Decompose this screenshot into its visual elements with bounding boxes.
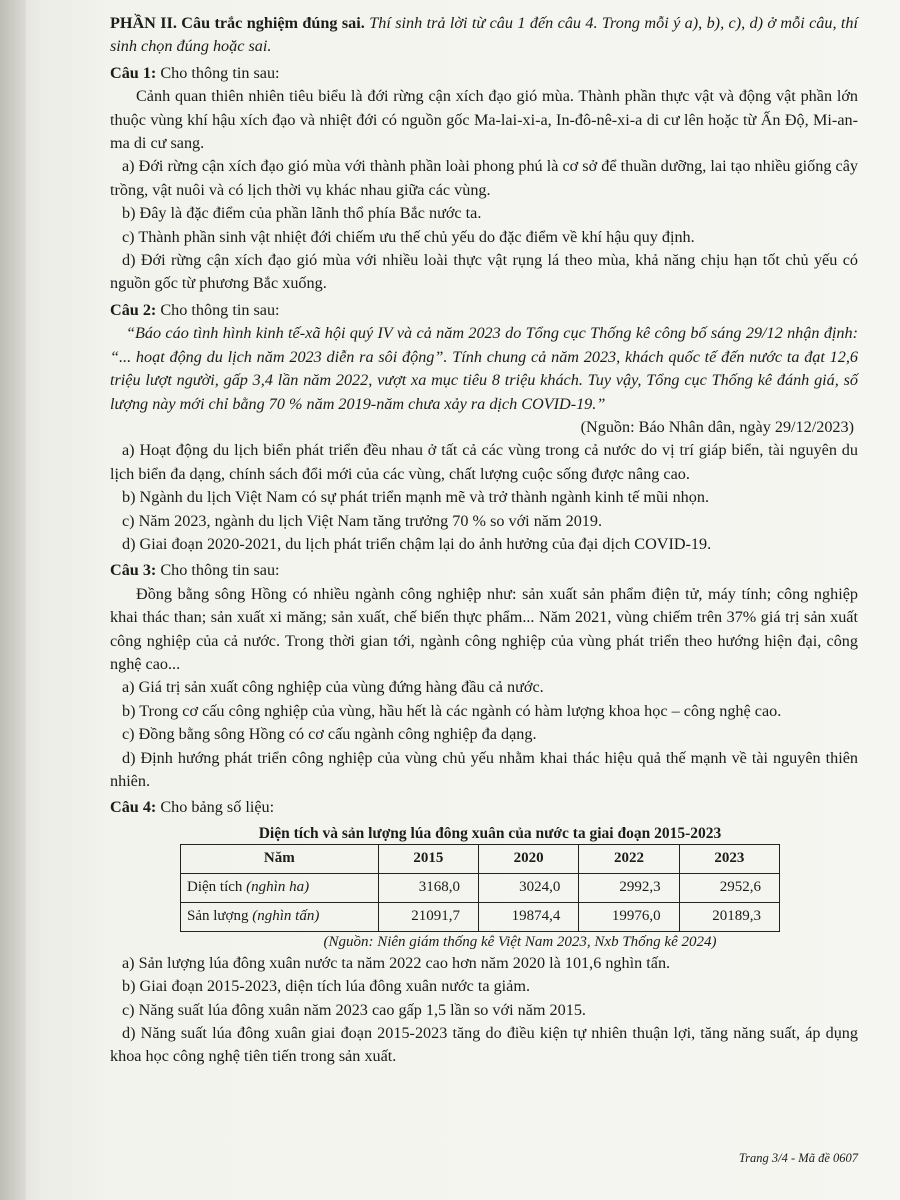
question-1-option-b: b) Đây là đặc điểm của phần lãnh thổ phía Bắc nước ta.	[122, 204, 482, 223]
question-4-option-c: c) Năng suất lúa đông xuân năm 2023 cao gấp 1,5 lần so với năm 2015.	[122, 1000, 586, 1019]
table-header-cell: Năm	[181, 844, 379, 873]
table-header-cell: 2022	[579, 844, 679, 873]
data-table-block	[180, 824, 800, 952]
question-3-option-d: d) Định hướng phát triển công nghiệp của vùng chủ yếu nhằm khai thác hiệu quả thế mạnh về tài nguyên thiên nhiên.	[110, 748, 858, 790]
table-cell: 20189,3	[679, 902, 779, 931]
table-header-cell: 2020	[479, 844, 579, 873]
question-4-option-a: a) Sản lượng lúa đông xuân nước ta năm 2022 cao hơn năm 2020 là 101,6 nghìn tấn.	[122, 953, 671, 972]
question-1-option-a: a) Đới rừng cận xích đạo gió mùa với thành phần loài phong phú là cơ sở để thuần dưỡng, lai tạo nhiều giống cây trồng, vật nuôi và có lịch thời vụ khác nhau giữa các vùng.	[110, 157, 858, 199]
question-1-option-c: c) Thành phần sinh vật nhiệt đới chiếm ưu thế chủ yếu do đặc điểm về khí hậu quy định.	[122, 227, 695, 246]
question-2-option-c: c) Năm 2023, ngành du lịch Việt Nam tăng trưởng 70 % so với năm 2019.	[122, 511, 603, 530]
question-4-option-d: d) Năng suất lúa đông xuân giai đoạn 2015-2023 tăng do điều kiện tự nhiên thuận lợi, tăng năng suất, áp dụng khoa học công nghệ tiên tiến trong sản xuất.	[110, 1024, 858, 1066]
table-header-row	[181, 844, 780, 873]
page-footer: Trang 3/4 - Mã đề 0607	[738, 1150, 858, 1165]
table-cell: 2952,6	[679, 873, 779, 902]
row-label: Sản lượng (nghìn tấn)	[181, 902, 379, 931]
question-2-option-d: d) Giai đoạn 2020-2021, du lịch phát triển chậm lại do ảnh hưởng của đại dịch COVID-19.	[122, 534, 712, 553]
question-3-option-c: c) Đồng bằng sông Hồng có cơ cấu ngành công nghiệp đa dạng.	[122, 725, 537, 744]
page-shadow	[0, 0, 26, 1200]
table-row	[181, 873, 780, 902]
question-3-heading: Câu 3: Cho thông tin sau:	[110, 561, 280, 580]
table-row	[181, 902, 780, 931]
table-header-cell: 2023	[679, 844, 779, 873]
section-heading: PHẦN II. Câu trắc nghiệm đúng sai. Thí sinh trả lời từ câu 1 đến câu 4. Trong mỗi ý a), b), c), d) ở mỗi câu, thí sinh chọn đúng hoặc sai.	[110, 14, 859, 56]
table-cell: 3024,0	[479, 873, 579, 902]
question-1-option-d: d) Đới rừng cận xích đạo gió mùa với nhiều loài thực vật rụng lá theo mùa, khả năng chịu hạn tốt chủ yếu có nguồn gốc từ phương Bắc xuống.	[110, 251, 858, 293]
question-4-heading: Câu 4: Cho bảng số liệu:	[110, 798, 275, 817]
question-2-option-a: a) Hoạt động du lịch biển phát triển đều nhau ở tất cả các vùng trong cả nước do vị trí giáp biển, tài nguyên du lịch biển đa dạng, chính sách đổi mới của các vùng, chất lượng cuộc sống được nâng cao.	[110, 441, 858, 483]
question-2-source: (Nguồn: Báo Nhân dân, ngày 29/12/2023)	[580, 417, 854, 436]
question-1-heading: Câu 1: Cho thông tin sau:	[110, 63, 280, 82]
table-cell: 19976,0	[579, 902, 679, 931]
question-2-option-b: b) Ngành du lịch Việt Nam có sự phát triển mạnh mẽ và trở thành ngành kinh tế mũi nhọn.	[122, 488, 710, 507]
question-3-option-a: a) Giá trị sản xuất công nghiệp của vùng đứng hàng đầu cả nước.	[122, 678, 544, 697]
table-cell: 2992,3	[579, 873, 679, 902]
data-table	[180, 844, 780, 932]
table-cell: 3168,0	[378, 873, 478, 902]
question-1-passage: Cảnh quan thiên nhiên tiêu biểu là đới rừng cận xích đạo gió mùa. Thành phần thực vật và động vật phần lớn thuộc vùng khí hậu xích đạo và nhiệt đới có nguồn gốc Ma-lai-xi-a, In-đô-nê-xi-a di cư lên hoặc từ Ấn Độ, Mi-an-ma di cư sang.	[110, 87, 858, 153]
table-title: Diện tích và sản lượng lúa đông xuân của nước ta giai đoạn 2015-2023	[258, 824, 722, 842]
question-2-quote: “Báo cáo tình hình kinh tế-xã hội quý IV và cả năm 2023 do Tổng cục Thống kê công bố sáng 29/12 nhận định: “... hoạt động du lịch năm 2023 diễn ra sôi động”. Tính chung cả năm 2023, khách quốc tế đến nước ta đạt 12,6 triệu lượt người, gấp 3,4 lần năm 2022, vượt xa mục tiêu 8 triệu khách. Tuy vậy, Tổng cục Thống kê đánh giá, số lượng này mới chỉ bằng 70 % năm 2019-năm chưa xảy ra dịch COVID-19.”	[110, 324, 858, 413]
table-source: (Nguồn: Niên giám thống kê Việt Nam 2023, Nxb Thống kê 2024)	[323, 933, 717, 950]
question-4-option-b: b) Giai đoạn 2015-2023, diện tích lúa đông xuân nước ta giảm.	[122, 977, 530, 996]
question-3-option-b: b) Trong cơ cấu công nghiệp của vùng, hầu hết là các ngành có hàm lượng khoa học – công nghệ cao.	[122, 701, 782, 720]
table-cell: 19874,4	[479, 902, 579, 931]
question-3-passage: Đồng bằng sông Hồng có nhiều ngành công nghiệp như: sản xuất sản phẩm điện tử, máy tính; công nghiệp khai thác than; sản xuất xi măng; sản xuất, chế biến thực phẩm... Năm 2021, vùng chiếm trên 37% giá trị sản xuất công nghiệp của cả nước. Trong thời gian tới, ngành công nghiệp của vùng phát triển theo hướng hiện đại, công nghệ cao...	[110, 584, 858, 673]
question-2-heading: Câu 2: Cho thông tin sau:	[110, 300, 280, 319]
table-cell: 21091,7	[378, 902, 478, 931]
table-header-cell: 2015	[378, 844, 478, 873]
row-label: Diện tích (nghìn ha)	[181, 873, 379, 902]
